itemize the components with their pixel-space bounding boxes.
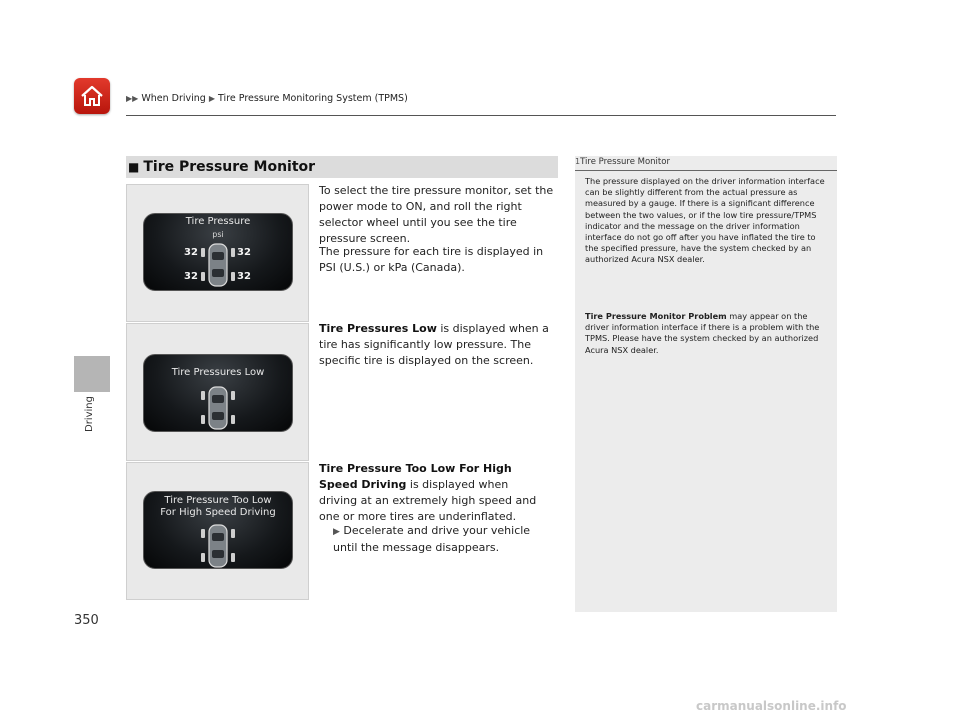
square-bullet-icon: ■ [128,160,140,174]
term-too-low-high-speed: Tire Pressure Too Low For High Speed Driving [319,462,512,491]
screenshot-tire-pressures-low [126,323,309,461]
pressure-rear-right: 32 [237,271,251,282]
step-decelerate [333,523,553,556]
car-top-view-icon [200,523,236,569]
breadcrumb-item-tpms[interactable]: Tire Pressure Monitoring System (TPMS) [218,93,408,104]
note-heading [575,157,670,167]
note-paragraph-2-rest: may appear on the driver information interface if there is a problem with the TPMS. Please have the system checked by an authorized Acura NSX dealer. [585,311,820,355]
pressure-front-left: 32 [184,247,198,258]
watermark: carmanualsonline.info [696,699,847,713]
triangle-right-icon: ▶▶ [126,94,139,103]
paragraph-too-low-high-speed [319,461,549,525]
paragraph-pressure-units: The pressure for each tire is displayed in PSI (U.S.) or kPa (Canada). [319,245,544,274]
note-term-monitor-problem: Tire Pressure Monitor Problem [585,311,727,321]
header-divider [126,115,836,116]
reference-icon: 1 [575,157,581,166]
paragraph-pressures-low-rest: is displayed when a tire has significantly low pressure. The specific tire is displayed on the screen. [319,322,549,367]
paragraph-pressures-low [319,321,559,369]
screenshot-too-low-high-speed [126,462,309,600]
breadcrumb [126,93,408,104]
sidebar-note [575,156,837,612]
chapter-tab-label: Driving [84,396,95,432]
home-icon [80,84,104,108]
display-unit: psi [212,230,224,239]
page-number: 350 [74,613,99,628]
display-title: Tire Pressures Low [171,367,265,378]
car-top-view-icon [200,385,236,431]
display-title-line2: For High Speed Driving [160,507,276,518]
pressure-front-right: 32 [237,247,251,258]
step-decelerate-text: Decelerate and drive your vehicle until the message disappears. [333,524,531,554]
note-paragraph-2 [585,311,830,356]
note-divider [575,170,837,171]
breadcrumb-item-when-driving[interactable]: When Driving [141,93,206,104]
pressure-rear-left: 32 [184,271,198,282]
paragraph-select-monitor: To select the tire pressure monitor, set the power mode to ON, and roll the right selector wheel until you see the tire pressure screen. [319,184,554,245]
tire-pressures-low-display [143,354,293,432]
tire-pressure-display [143,213,293,291]
screenshot-tire-pressure [126,184,309,322]
triangle-right-icon: ▶ [208,94,216,103]
section-title: Tire Pressure Monitor [143,159,316,175]
chapter-tab-marker[interactable] [74,356,110,392]
note-title: Tire Pressure Monitor [580,157,670,167]
note-paragraph-1: The pressure displayed on the driver information interface can be slightly different from the actual pressure as measured by a gauge. If there is a significant difference between the two values, or if the low tire pressure/TPMS indicator and the message on the driver information interface do not go off after you have inflated the tire to the specified pressure, have the system checked by an authorized Acura NSX dealer. [585,176,825,265]
too-low-high-speed-display [143,491,293,569]
term-pressures-low: Tire Pressures Low [319,322,437,335]
paragraph-too-low-rest: is displayed when driving at an extremely high speed and one or more tires are underinflated. [319,478,537,523]
home-button[interactable] [74,78,110,114]
display-title-line1: Tire Pressure Too Low [164,495,272,506]
car-top-view-icon [200,242,236,288]
section-heading [126,156,558,178]
display-title: Tire Pressure [185,216,251,227]
triangle-right-icon: ▶ [333,527,340,537]
